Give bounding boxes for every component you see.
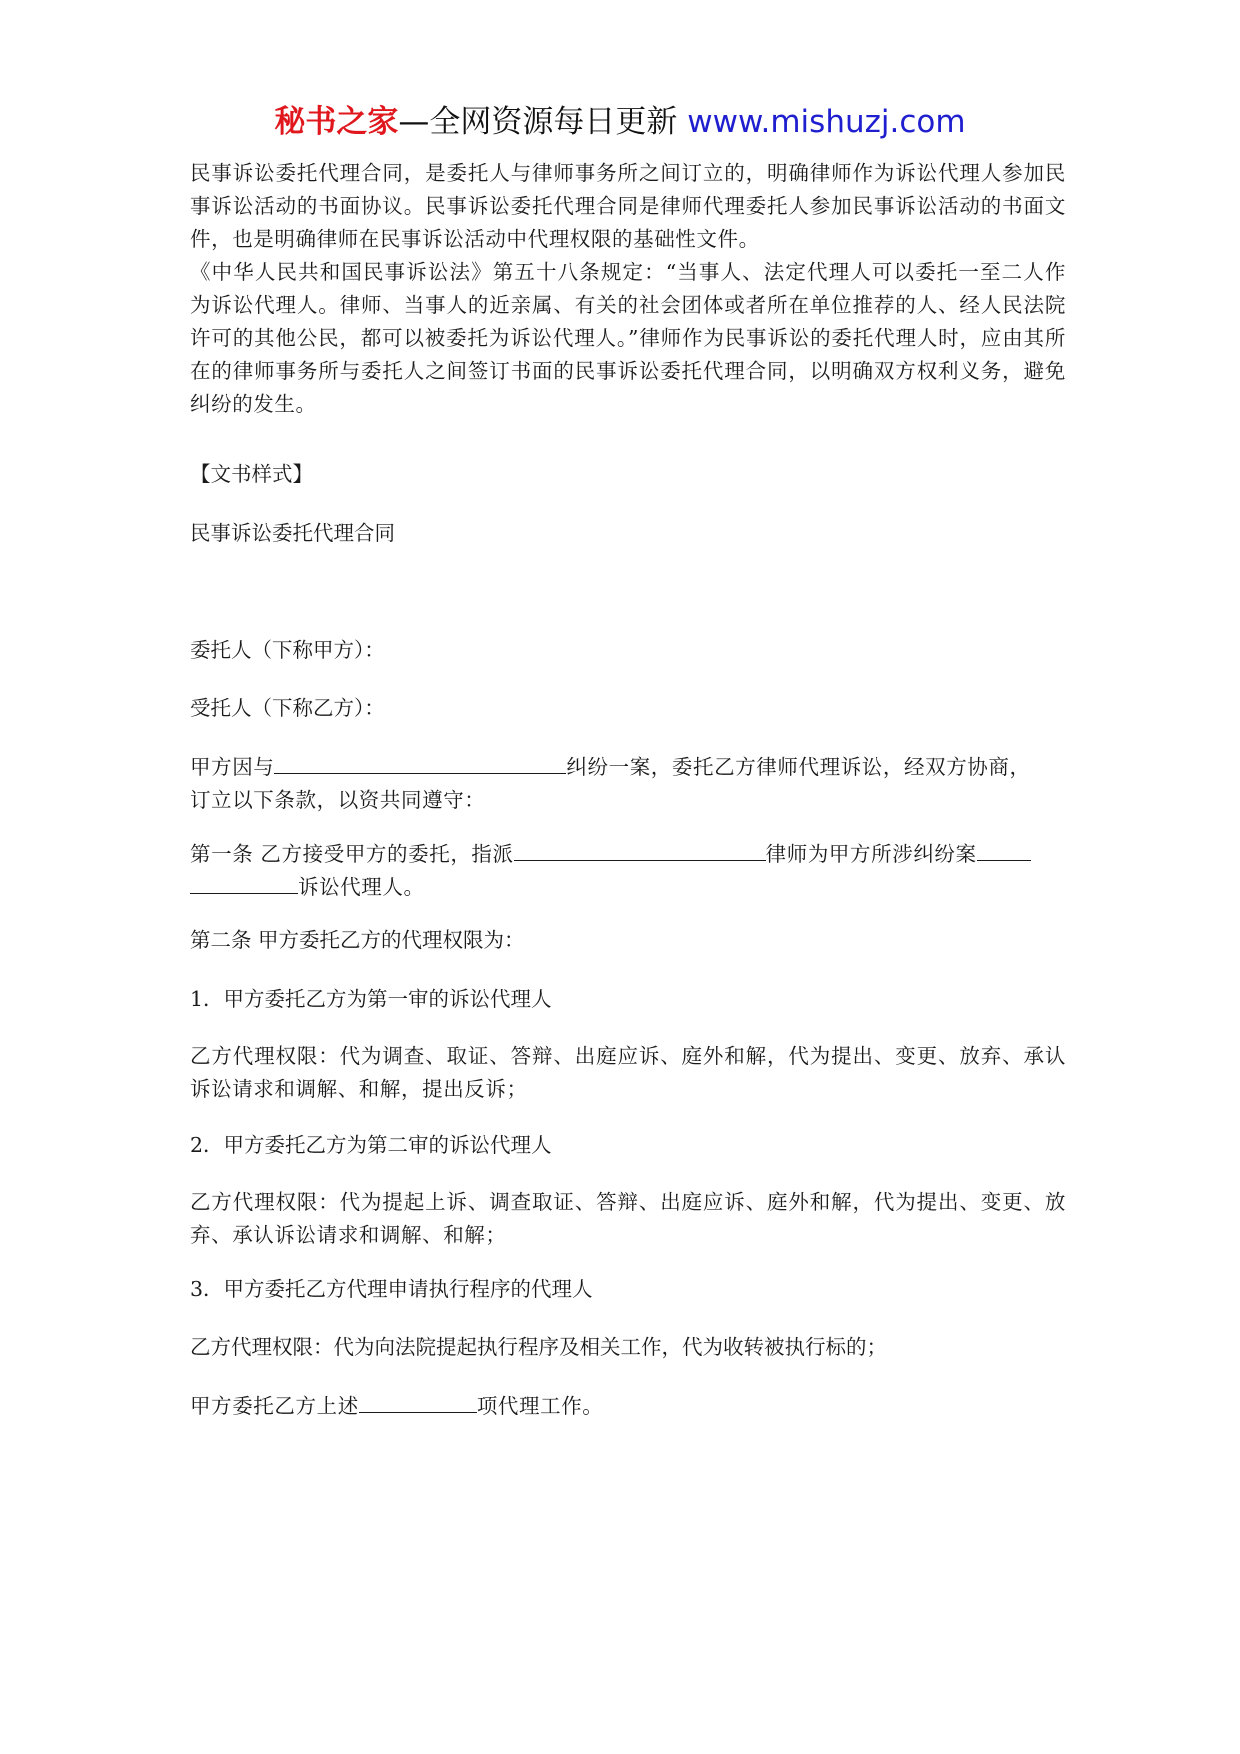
summary-end: 项代理工作。 xyxy=(476,1394,604,1418)
article-1-end: 诉讼代理人。 xyxy=(298,875,425,899)
article-1-start: 第一条 乙方接受甲方的委托，指派 xyxy=(190,842,514,866)
format-heading: 【文书样式】 xyxy=(190,462,313,486)
case-name-blank-2 xyxy=(190,871,298,894)
case-name-blank-1 xyxy=(977,838,1031,861)
item-3-title: 3．甲方委托乙方代理申请执行程序的代理人 xyxy=(190,1277,593,1301)
lawyer-name-blank xyxy=(514,838,766,861)
item-1-scope: 乙方代理权限：代为调查、取证、答辩、出庭应诉、庭外和解，代为提出、变更、放弃、承认诉讼请求和调解、和解，提出反诉； xyxy=(190,1044,1066,1101)
site-url-link[interactable]: www.mishuzj.com xyxy=(687,104,966,140)
summary-line xyxy=(190,1390,1066,1423)
intro-paragraph: 民事诉讼委托代理合同，是委托人与律师事务所之间订立的，明确律师作为诉讼代理人参加民事诉讼活动的书面协议。民事诉讼委托代理合同是律师代理委托人参加民事诉讼活动的书面文件，也是明确律师在民事诉讼活动中代理权限的基础性文件。 xyxy=(190,161,1066,251)
item-3-scope: 乙方代理权限：代为向法院提起执行程序及相关工作，代为收转被执行标的； xyxy=(190,1335,887,1359)
site-brand: 秘书之家 xyxy=(274,104,399,140)
article-1 xyxy=(190,838,1066,904)
case-clause-end: 纠纷一案，委托乙方律师代理诉讼，经双方协商， xyxy=(566,755,1031,779)
party-b-line: 受托人（下称乙方）： xyxy=(190,696,385,720)
item-1-title: 1．甲方委托乙方为第一审的诉讼代理人 xyxy=(190,987,552,1011)
article-1-middle: 律师为甲方所涉纠纷案 xyxy=(765,842,977,866)
site-slogan: —全网资源每日更新 xyxy=(398,104,688,140)
case-clause-start: 甲方因与 xyxy=(190,755,275,779)
article-2: 第二条 甲方委托乙方的代理权限为： xyxy=(190,928,525,952)
party-a-line: 委托人（下称甲方）： xyxy=(190,638,385,662)
dispute-party-blank xyxy=(274,751,566,774)
case-clause xyxy=(190,751,1066,817)
contract-title: 民事诉讼委托代理合同 xyxy=(190,521,395,545)
contract-template xyxy=(190,0,1066,1754)
item-count-blank xyxy=(359,1390,477,1413)
summary-start: 甲方委托乙方上述 xyxy=(190,1394,359,1418)
item-2-scope: 乙方代理权限：代为提起上诉、调查取证、答辩、出庭应诉、庭外和解，代为提出、变更、放弃、承认诉讼请求和调解、和解； xyxy=(190,1190,1066,1247)
law-citation-paragraph: 《中华人民共和国民事诉讼法》第五十八条规定：“当事人、法定代理人可以委托一至二人作为诉讼代理人。律师、当事人的近亲属、有关的社会团体或者所在单位推荐的人、经人民法院许可的其他公民，都可以被委托为诉讼代理人。”律师作为民事诉讼的委托代理人时，应由其所在的律师事务所与委托人之间签订书面的民事诉讼委托代理合同，以明确双方权利义务，避免纠纷的发生。 xyxy=(190,260,1066,416)
case-clause-continuation: 订立以下条款，以资共同遵守： xyxy=(190,788,486,812)
item-2-title: 2．甲方委托乙方为第二审的诉讼代理人 xyxy=(190,1133,552,1157)
